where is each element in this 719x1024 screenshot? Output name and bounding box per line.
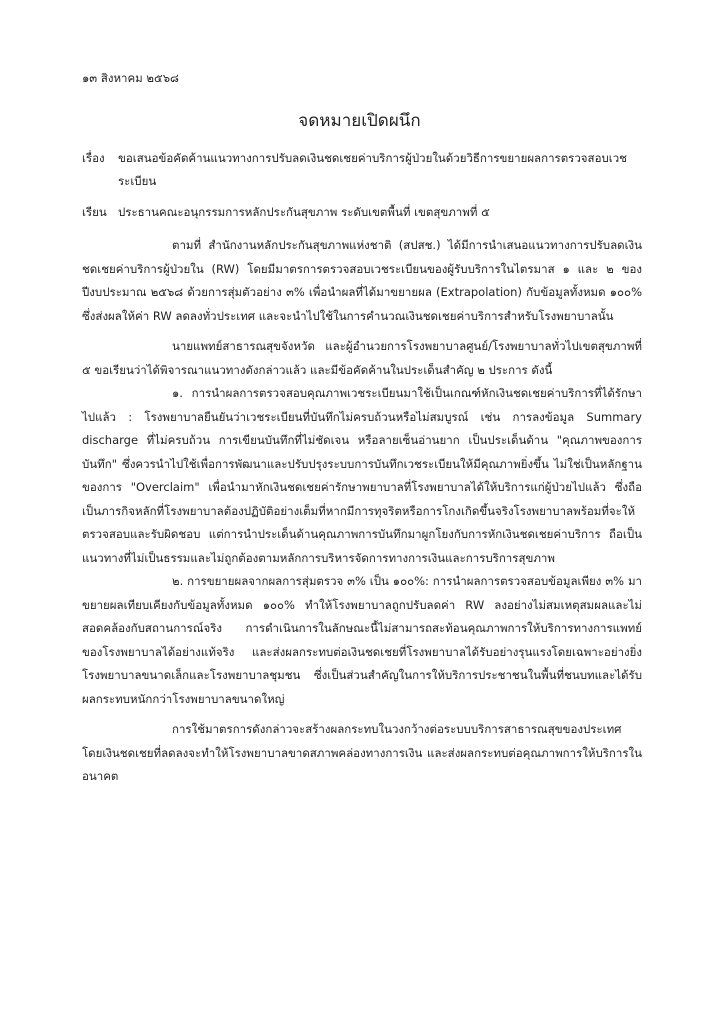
paragraph-intro: ตามที่ สำนักงานหลักประกันสุขภาพแห่งชาติ (สปสช.) ได้มีการนำเสนอแนวทางการปรับลดเงินชดเชยค่าบริการผู้ป่วยใน (RW) โดยมีมาตรการตรวจสอบเวชระเบียนของผู้รับบริการในไตรมาส ๑ และ ๒ ของปีงบประมาณ ๒๕๖๘ ด้วยการสุ่มตัวอย่าง ๓% เพื่อนำผลที่ได้มาขยายผล (Extrapolation) กับข้อมูลทั้งหมด ๑๐๐% ซึ่งส่งผลให้ค่า RW ลดลงทั่วประเทศ และจะนำไปใช้ในการคำนวณเงินชดเชยค่าบริการสำหรับโรงพยาบาลนั้น (82, 238, 642, 323)
paragraph-point-1: ๑. การนำผลการตรวจสอบคุณภาพเวชระเบียนมาใช้เป็นเกณฑ์หักเงินชดเชยค่าบริการที่ได้รักษาไปแล้ว : โรงพยาบาลยืนยันว่าเวชระเบียนที่บันทึกไม่ครบถ้วนหรือไม่สมบูรณ์ เช่น การลงข้อมูล Summary discharge ที่ไม่ครบถ้วน การเขียนบันทึกที่ไม่ชัดเจน หรือลายเซ็นอ่านยาก เป็นประเด็นด้าน "คุณภาพของการบันทึก" ซึ่งควรนำไปใช้เพื่อการพัฒนาและปรับปรุงระบบการบันทึกเวชระเบียนให้มีคุณภาพยิ่งขึ้น ไม่ใช่เป็นหลักฐานของการ "Overclaim" เพื่อนำมาหักเงินชดเชยค่ารักษาพยาบาลที่โรงพยาบาลได้ให้บริการแก่ผู้ป่วยไปแล้ว ซึ่งถือเป็นภารกิจหลักที่โรงพยาบาลต้องปฏิบัติอย่างเต็มที่หากมีการทุจริตหรือการโกงเกิดขึ้นจริงโรงพยาบาลพร้อมที่จะให้ตรวจสอบและรับผิดชอบ แต่การนำประเด็นด้านคุณภาพการบันทึกมาผูกโยงกับการหักเงินชดเชยค่าบริการ ถือเป็นแนวทางที่ไม่เป็นธรรมและไม่ถูกต้องตามหลักการบริหารจัดการทางการเงินและการบริการสุขภาพ (82, 386, 642, 565)
letter-date: ๑๓ สิงหาคม ๒๕๖๘ (82, 71, 179, 85)
paragraph-point-2: ๒. การขยายผลจากผลการสุ่มตรวจ ๓% เป็น ๑๐๐%: การนำผลการตรวจสอบข้อมูลเพียง ๓% มาขยายผลเทียบเคียงกับข้อมูลทั้งหมด ๑๐๐% ทำให้โรงพยาบาลถูกปรับลดค่า RW ลงอย่างไม่สมเหตุสมผลและไม่สอดคล้องกับสถานการณ์จริง การดำเนินการในลักษณะนี้ไม่สามารถสะท้อนคุณภาพการให้บริการทางการแพทย์ของโรงพยาบาลได้อย่างแท้จริง และส่งผลกระทบต่อเงินชดเชยที่โรงพยาบาลได้รับอย่างรุนแรงโดยเฉพาะอย่างยิ่งโรงพยาบาลขนาดเล็กและโรงพยาบาลชุมชน ซึ่งเป็นส่วนสำคัญในการให้บริการประชาชนในพื้นที่ชนบทและได้รับผลกระทบหนักกว่าโรงพยาบาลขนาดใหญ่ (82, 574, 642, 706)
recipient-row (82, 201, 642, 224)
letter-body (82, 234, 642, 796)
subject-row (82, 147, 642, 193)
paragraph-objection: นายแพทย์สาธารณสุขจังหวัด และผู้อำนวยการโรงพยาบาลศูนย์/โรงพยาบาลทั่วไปเขตสุขภาพที่ ๕ ขอเรียนว่าได้พิจารณาแนวทางดังกล่าวแล้ว และมีข้อคัดค้านในประเด็นสำคัญ ๒ ประการ ดังนี้ (82, 339, 642, 377)
subject-label: เรื่อง (82, 151, 105, 165)
subject-text: ขอเสนอข้อคัดค้านแนวทางการปรับลดเงินชดเชยค่าบริการผู้ป่วยในด้วยวิธีการขยายผลการตรวจสอบเวชระเบียน (118, 151, 627, 188)
letter-title: จดหมายเปิดผนึก (298, 111, 421, 131)
paragraph-conclusion: การใช้มาตรการดังกล่าวจะสร้างผลกระทบในวงกว้างต่อระบบบริการสาธารณสุขของประเทศ โดยเงินชดเชยที่ลดลงจะทำให้โรงพยาบาลขาดสภาพคล่องทางการเงิน และส่งผลกระทบต่อคุณภาพการให้บริการในอนาคต (82, 722, 642, 783)
recipient-text: ประธานคณะอนุกรรมการหลักประกันสุขภาพ ระดับเขตพื้นที่ เขตสุขภาพที่ ๕ (118, 205, 490, 219)
recipient-label: เรียน (82, 205, 107, 219)
